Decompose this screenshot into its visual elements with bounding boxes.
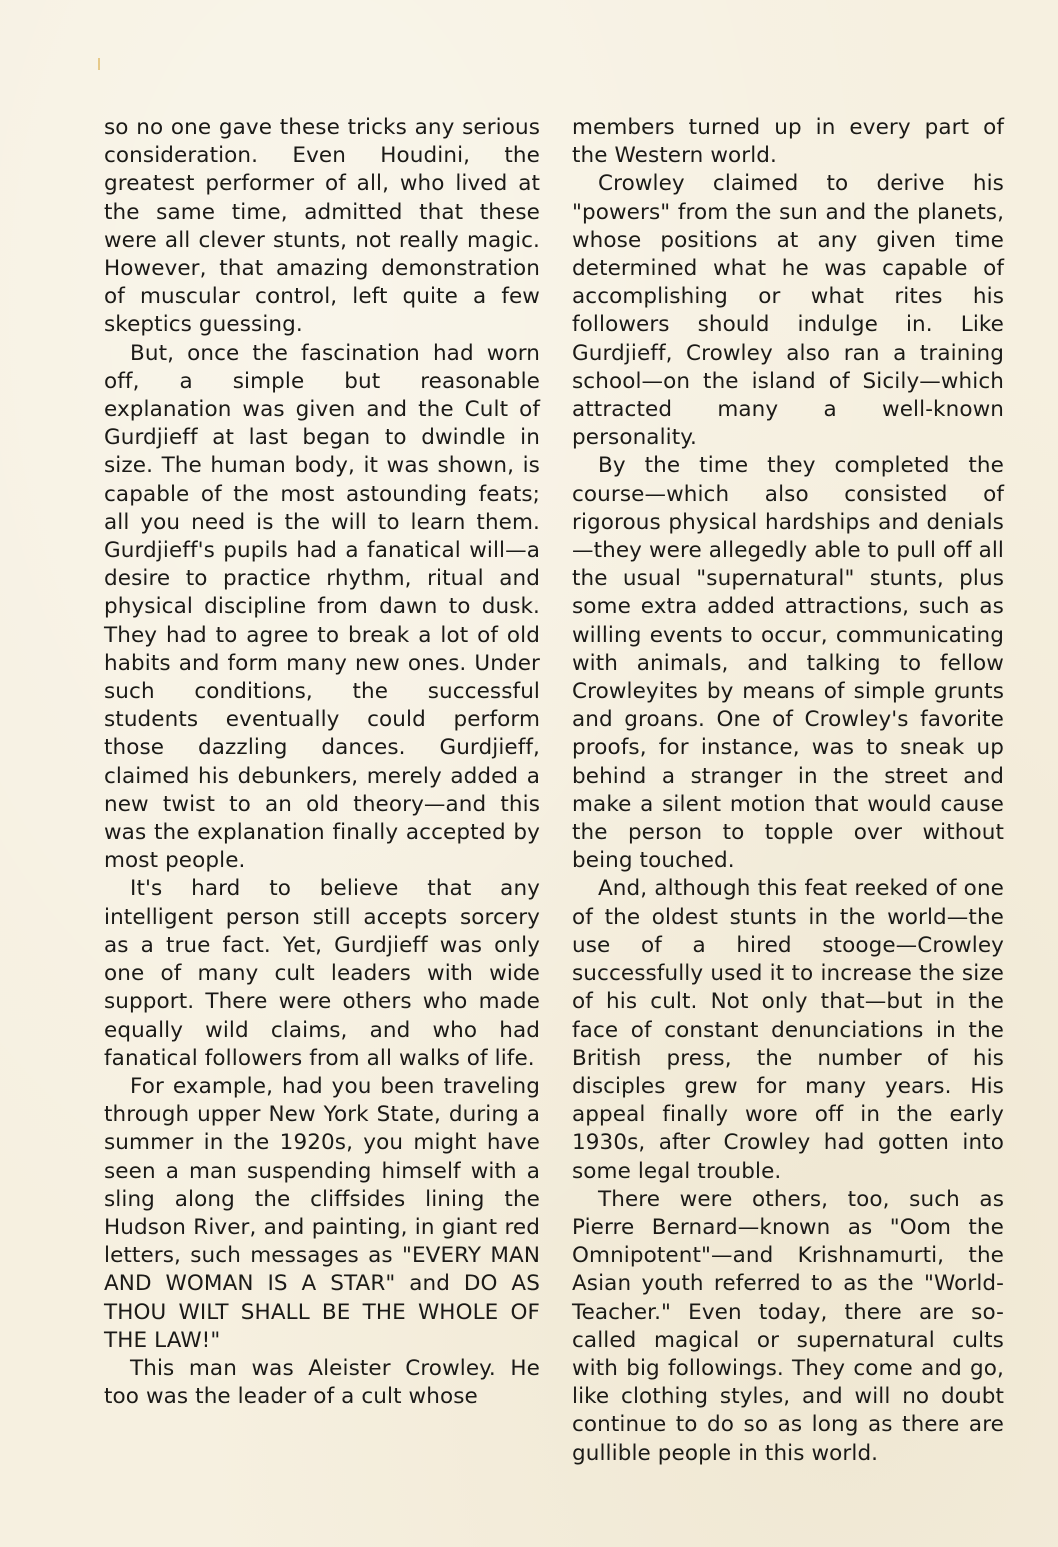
paragraph: There were others, too, such as Pierre Bernard—known as "Oom the Omnipotent"—and Krishnamurti, the Asian youth referred to as the "World-Teacher." Even today, there are so-called magical or supernatural cults with big followings. They come and go, like clothing styles, and will no doubt continue to do so as long as there are gullible people in this world.	[572, 1186, 1004, 1466]
paragraph: For example, had you been traveling through upper New York State, during a summer in the 1920s, you might have seen a man suspending himself with a sling along the cliffsides lining the Hudson River, and painting, in giant red letters, such messages as "EVERY MAN AND WOMAN IS A STAR" and DO AS THOU WILT SHALL BE THE WHOLE OF THE LAW!"	[104, 1073, 540, 1353]
paragraph: This man was Aleister Crowley. He too was the leader of a cult whose	[104, 1355, 540, 1410]
paragraph: so no one gave these tricks any serious consideration. Even Houdini, the greatest performer of all, who lived at the same time, admitted that these were all clever stunts, not really magic. However, that amazing demonstration of muscular control, left quite a few skeptics guessing.	[104, 115, 540, 338]
right-text-column	[572, 114, 1004, 1468]
paragraph: But, once the fascination had worn off, a simple but reasonable explanation was given and the Cult of Gurdjieff at last began to dwindle in size. The human body, it was shown, is capable of the most astounding feats; all you need is the will to learn them. Gurdjieff's pupils had a fanatical will—a desire to practice rhythm, ritual and physical discipline from dawn to dusk. They had to agree to break a lot of old habits and form many new ones. Under such conditions, the successful students eventually could perform those dazzling dances. Gurdjieff, claimed his debunkers, merely added a new twist to an old theory—and this was the explanation finally accepted by most people.	[104, 340, 540, 874]
paragraph: By the time they completed the course—which also consisted of rigorous physical hardships and denials—they were allegedly able to pull off all the usual "supernatural" stunts, plus some extra added attractions, such as willing events to occur, communicating with animals, and talking to fellow Crowleyites by means of simple grunts and groans. One of Crowley's favorite proofs, for instance, was to sneak up behind a stranger in the street and make a silent motion that would cause the person to topple over without being touched.	[572, 453, 1004, 874]
paragraph: Crowley claimed to derive his "powers" from the sun and the planets, whose positions at any given time determined what he was capable of accomplishing or what rites his followers should indulge in. Like Gurdjieff, Crowley also ran a training school—on the island of Sicily—which attracted many a well-known personality.	[572, 171, 1004, 451]
left-text-column	[104, 114, 540, 1411]
print-mark	[98, 58, 100, 70]
paragraph: It's hard to believe that any intelligent person still accepts sorcery as a true fact. Yet, Gurdjieff was only one of many cult leaders with wide support. There were others who made equally wild claims, and who had fanatical followers from all walks of life.	[104, 876, 540, 1071]
paragraph: members turned up in every part of the Western world.	[572, 115, 1004, 169]
paragraph: And, although this feat reeked of one of the oldest stunts in the world—the use of a hired stooge—Crowley successfully used it to increase the size of his cult. Not only that—but in the face of constant denunciations in the British press, the number of his disciples grew for many years. His appeal finally wore off in the early 1930s, after Crowley had gotten into some legal trouble.	[572, 876, 1004, 1184]
